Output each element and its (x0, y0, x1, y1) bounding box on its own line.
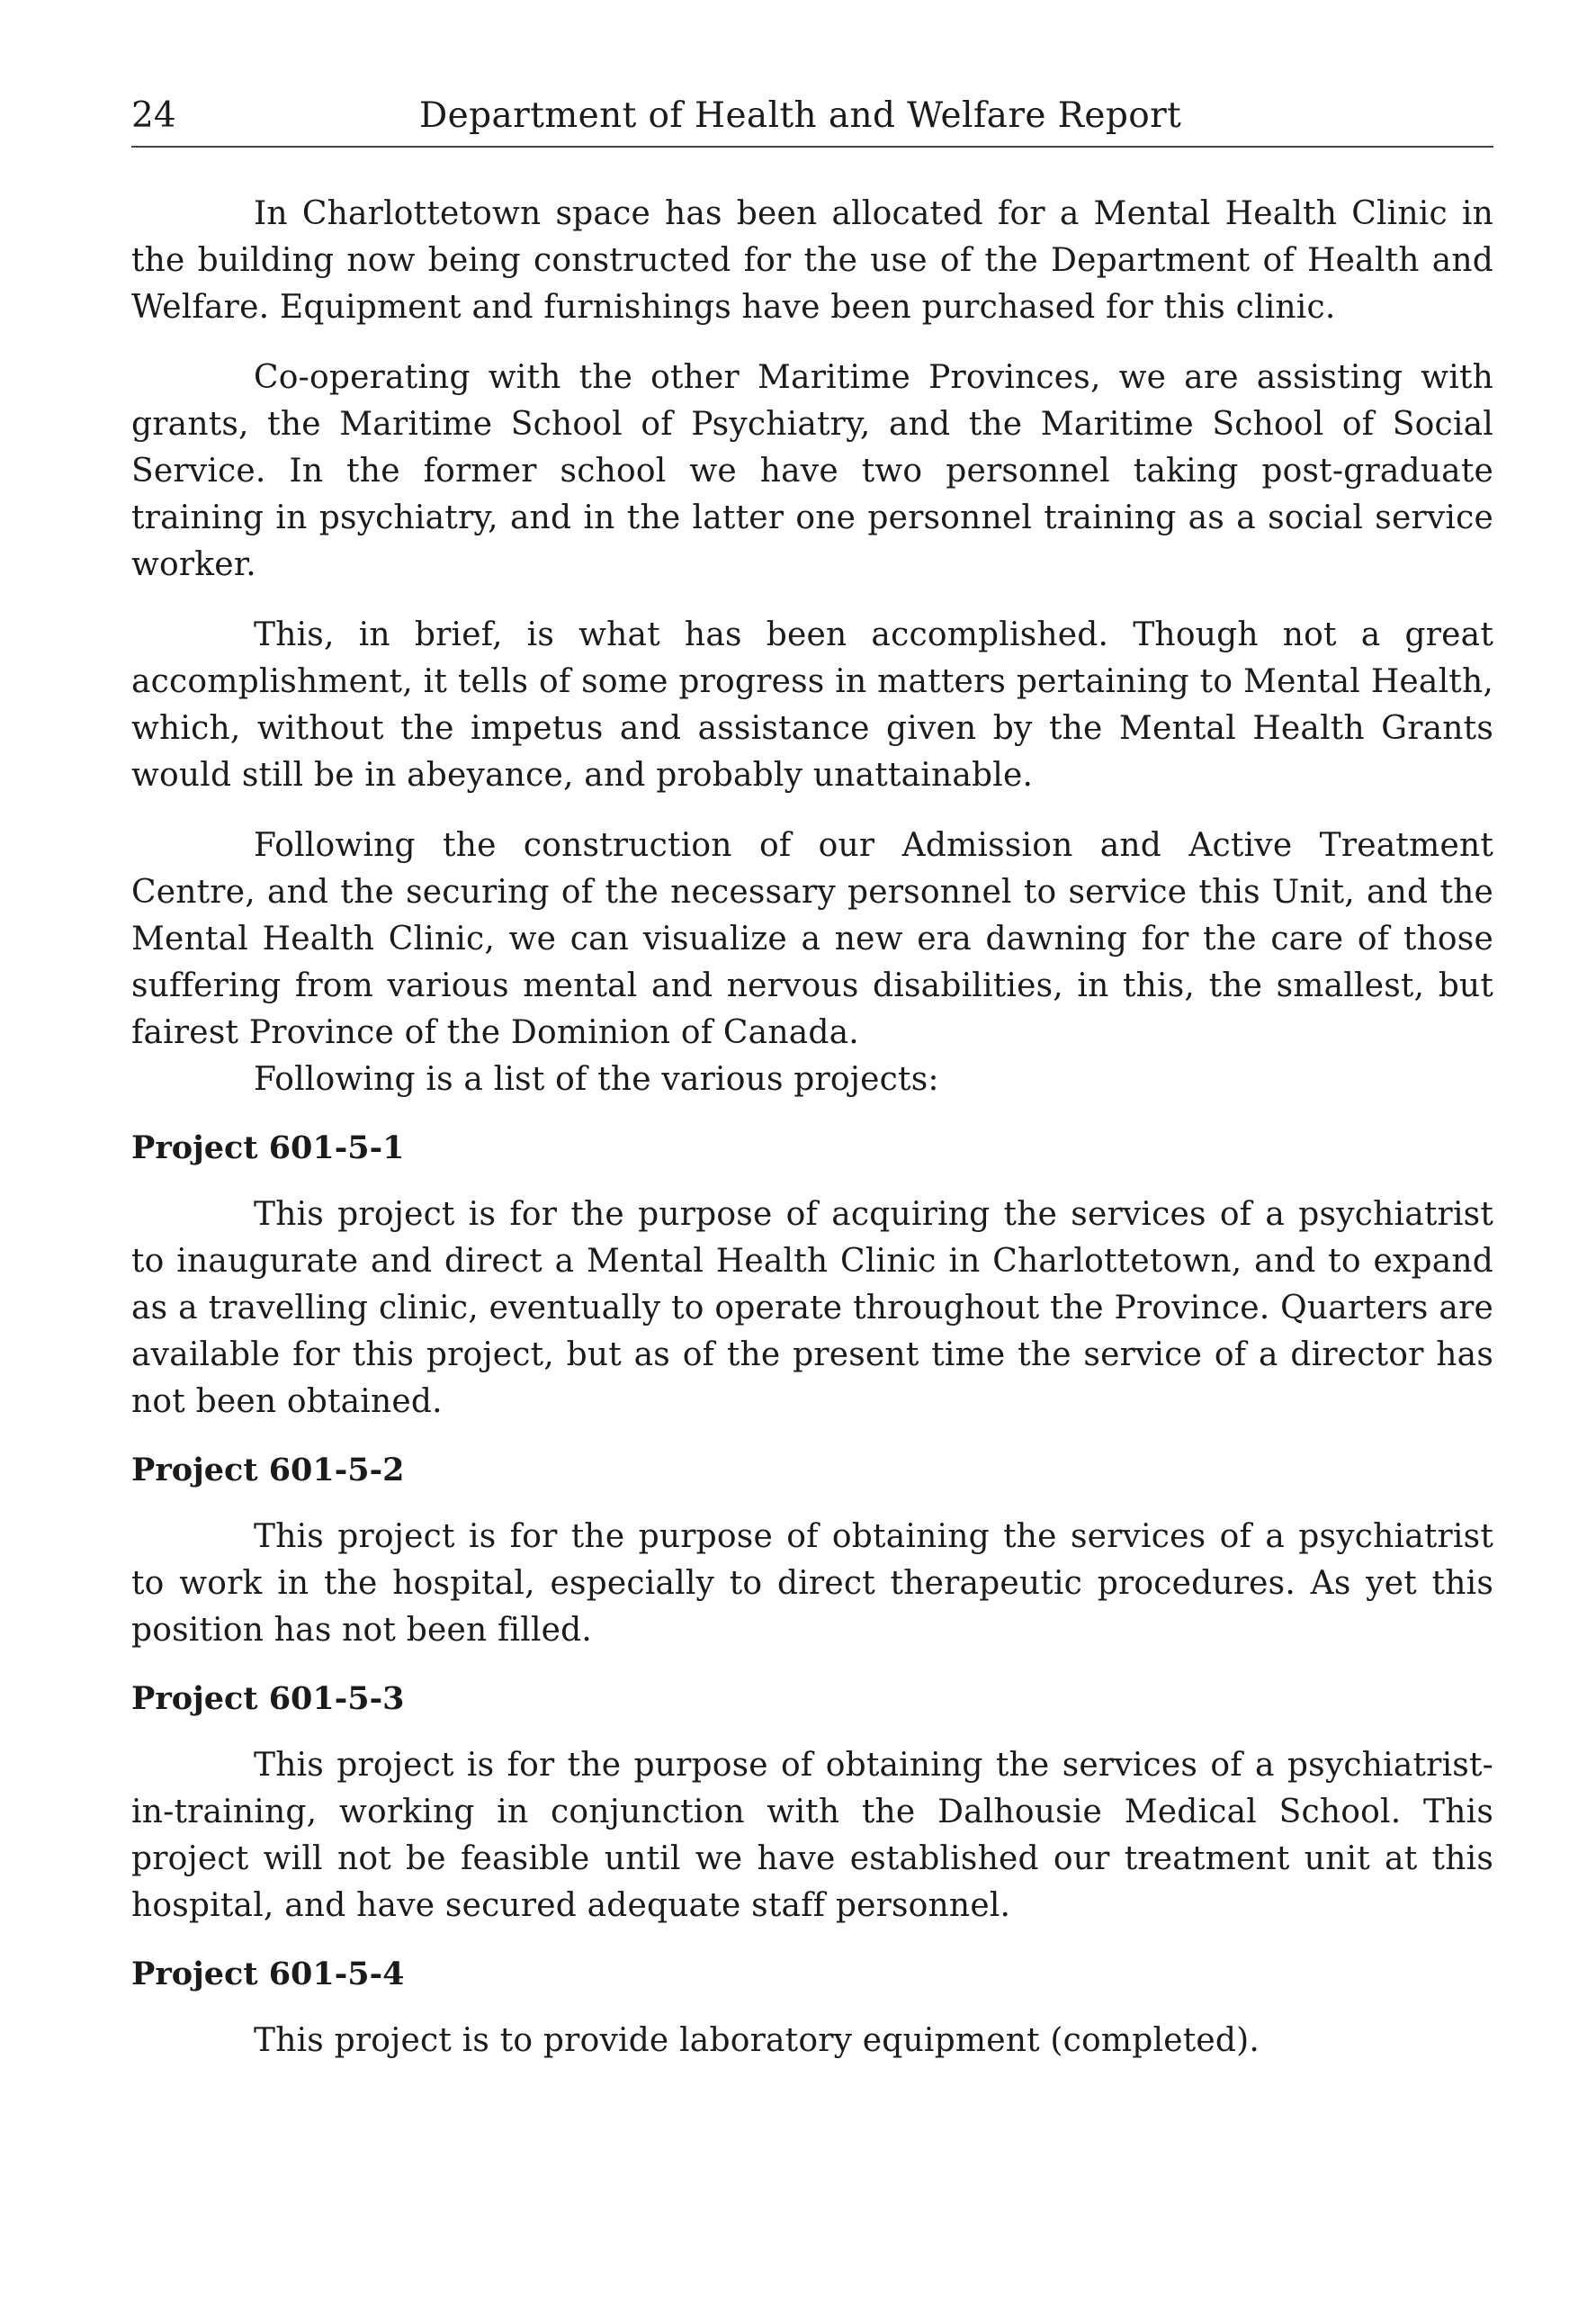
paragraph-maritime-cooperation: Co-operating with the other Maritime Provinces, we are assisting with grants, the Maritime School of Psychiatry, and the Maritime School of Social Service. In the former school we have two personnel taking post-graduate training in psychiatry, and in the latter one personnel training as a social service worker. (131, 359, 1493, 583)
project-heading-3: Project 601-5-3 (131, 1680, 405, 1717)
paragraph-accomplishments: This, in brief, is what has been accomplished. Though not a great accomplishment, it tells of some progress in matters pertaining to Mental Health, which, without the impetus and assistance given by the Mental Health Grants would still be in abeyance, and probably unattainable. (131, 616, 1493, 794)
project-text-3: This project is for the purpose of obtaining the services of a psychiatrist-in-training, working in conjunction with the Dalhousie Medical School. This project will not be feasible until we have established our treatment unit at this hospital, and have secured adequate staff personnel. (131, 1747, 1493, 1924)
paragraph-projects-intro: Following is a list of the various projects: (254, 1061, 939, 1098)
page-number: 24 (131, 95, 176, 136)
running-title: Department of Health and Welfare Report (419, 95, 1182, 136)
project-text-2: This project is for the purpose of obtaining the services of a psychiatrist to work in the hospital, especially to direct therapeutic procedures. As yet this position has not been filled. (131, 1518, 1493, 1649)
document-body (131, 191, 1493, 2064)
paragraph-clinic-space: In Charlottetown space has been allocated for a Mental Health Clinic in the building now being constructed for the use of the Department of Health and Welfare. Equipment and furnishings have been purchased for this clinic. (131, 195, 1493, 326)
paragraph-new-era: Following the construction of our Admission and Active Treatment Centre, and the securing of the necessary personnel to service this Unit, and the Mental Health Clinic, we can visualize a new era dawning for the care of those suffering from various mental and nervous disabilities, in this, the smallest, but fairest Province of the Dominion of Canada. (131, 827, 1493, 1051)
page-header (131, 94, 1493, 148)
project-text-4: This project is to provide laboratory equipment (completed). (254, 2022, 1260, 2059)
project-heading-1: Project 601-5-1 (131, 1129, 405, 1166)
document-page (131, 94, 1493, 2088)
project-text-1: This project is for the purpose of acquiring the services of a psychiatrist to inaugurate and direct a Mental Health Clinic in Charlottetown, and to expand as a travelling clinic, eventually to operate throughout the Province. Quarters are available for this project, but as of the present time the service of a director has not been obtained. (131, 1196, 1493, 1420)
project-heading-2: Project 601-5-2 (131, 1452, 405, 1488)
project-heading-4: Project 601-5-4 (131, 1956, 405, 1992)
